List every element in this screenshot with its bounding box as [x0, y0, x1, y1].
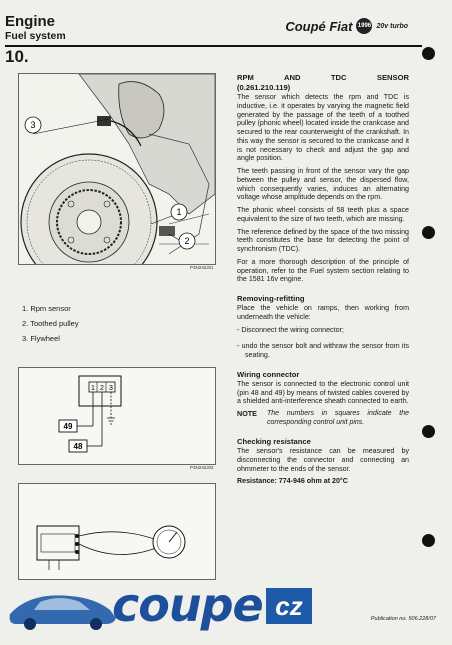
watermark-cz: cz	[266, 588, 312, 624]
step: - undo the sensor bolt and withraw the sensor from its seating.	[237, 342, 409, 359]
paragraph: The sensor is connected to the electronic control unit (pin 48 and 49) by means of twisted cables covered by a shielded anti-interference sheath connected to earth.	[237, 379, 409, 406]
checking-heading: Checking resistance	[237, 437, 311, 446]
header-rule	[5, 45, 422, 47]
heading-word: TDC	[330, 73, 347, 82]
figure1-code: P3N240J01	[190, 265, 214, 270]
terminal-49: 49	[63, 422, 73, 431]
note-label: NOTE	[237, 409, 257, 418]
paragraph: The reference defined by the space of the two missing teeth constitutes the base for detecting the point of synchronism (TDC).	[237, 227, 409, 253]
legend-item: 2. Toothed pulley	[22, 319, 79, 328]
paragraph: Place the vehicle on ramps, then working from underneath the vehicle:	[237, 304, 409, 321]
part-number: (0.261.210.119)	[237, 83, 291, 92]
flywheel-drawing	[19, 74, 215, 264]
note-text: The numbers in squares indicate the corresponding control unit pins.	[266, 410, 409, 426]
ohmmeter-diagram	[19, 484, 215, 579]
callout-2: 2	[184, 236, 190, 246]
binder-hole	[422, 534, 435, 547]
ohmmeter-figure	[18, 483, 216, 580]
paragraph: The sensor's resistance can be measured by disconnecting the connector and connecting an ohmmeter to the ends of the sensor.	[237, 447, 409, 473]
year-badge: 1996	[356, 18, 372, 34]
pin-1: 1	[91, 385, 95, 392]
heading-word: AND	[284, 73, 301, 82]
legend-item: 3. Flywheel	[22, 334, 60, 343]
note-block	[237, 410, 409, 427]
heading-word: SENSOR	[376, 73, 409, 82]
wiring-diagram	[19, 368, 215, 464]
paragraph: The phonic wheel consists of 58 teeth plus a space equivalent to the size of two teeth, which are missing.	[237, 206, 409, 223]
paragraph: For a more thorough description of the principle of operation, refer to the Fuel system section relating to the 1581 16v engine.	[237, 257, 409, 284]
paragraph: The sensor which detects the rpm and TDC is inductive, i.e. it operates by varying the magnetic field generated by the passage of the teeth of a toothed pulley (phonic wheel) located inside the crankcase and secured to the rear counterweight of the crankshaft. In this way the sensor is secured to the crankcase and it is not necessary to check and adjust the gap and angle position.	[237, 93, 409, 163]
model-name: 20v turbo	[376, 22, 408, 30]
brand-name: Coupé Fiat	[285, 18, 353, 34]
pin-2: 2	[100, 385, 104, 392]
binder-hole	[422, 226, 435, 239]
callout-1: 1	[176, 207, 182, 217]
binder-hole	[422, 425, 435, 438]
publication-number: Publication no. 506.228/07	[370, 616, 436, 622]
flywheel-figure	[18, 73, 216, 265]
binder-hole	[422, 47, 435, 60]
terminal-48: 48	[73, 442, 83, 451]
text-column	[237, 73, 409, 490]
header-left	[5, 14, 66, 42]
pin-3: 3	[109, 385, 113, 392]
header-right	[285, 18, 408, 34]
callout-3: 3	[30, 120, 36, 130]
paragraph: The teeth passing in front of the sensor vary the gap between the pulley and sensor, the dispersed flow, which consequently varies, induces an alternating voltage whose amplitude depends on the rpm.	[237, 167, 409, 202]
figure2-code: P3N240J02	[190, 465, 214, 470]
sensor-heading	[237, 73, 409, 82]
resistance-line: Resistance: 774-946 ohm at 20°C	[237, 477, 348, 486]
heading-word: RPM	[237, 73, 254, 82]
section-title: Engine	[5, 13, 56, 30]
watermark-word: coupe	[112, 578, 263, 632]
wiring-heading: Wiring connector	[237, 369, 300, 379]
subsection-title: Fuel system	[5, 30, 66, 42]
section-number: 10.	[5, 47, 29, 66]
step: - Disconnect the wiring connector;	[237, 325, 344, 334]
legend-item: 1. Rpm sensor	[22, 304, 71, 313]
removing-heading: Removing-refitting	[237, 294, 305, 303]
figure-legend	[22, 301, 79, 346]
wiring-figure	[18, 367, 216, 465]
